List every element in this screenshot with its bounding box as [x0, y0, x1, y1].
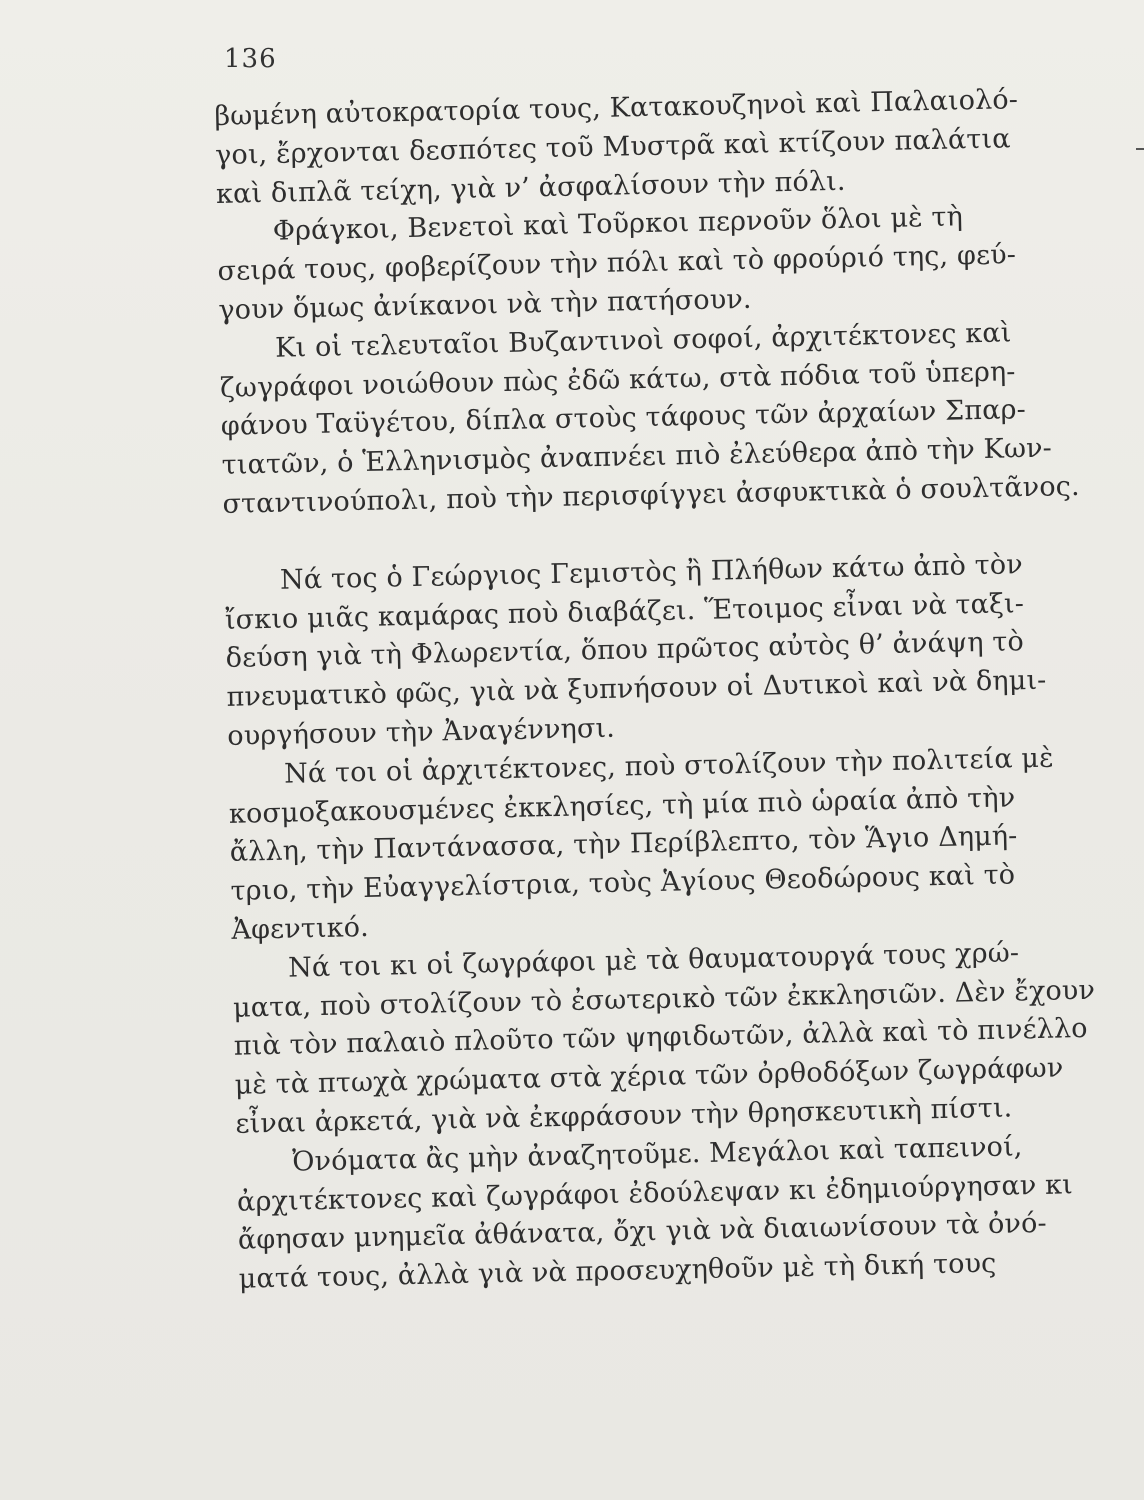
text-line: καὶ διπλᾶ τείχη, γιὰ ν’ ἀσφαλίσουν τὴν πόλι.	[215, 165, 846, 210]
text-line: ζωγράφοι νοιώθουν πὼς ἐδῶ κάτω, στὰ πόδια τοῦ ὑπερη-	[219, 355, 1016, 404]
text-line: γοι, ἔρχονται δεσπότες τοῦ Μυστρᾶ καὶ κτίζουν παλάτια	[214, 123, 1011, 171]
text-line: σταντινούπολι, ποὺ τὴν περισφίγγει ἀσφυκτικὰ ὁ σουλτᾶνος.	[222, 470, 1081, 520]
text-line: τιατῶν, ὁ Ἑλληνισμὸς ἀναπνέει πιὸ ἐλεύθερα ἀπὸ τὴν Κων-	[221, 432, 1053, 482]
text-line: ἄλλη, τὴν Παντάνασσα, τὴν Περίβλεπτο, τὸν Ἅγιο Δημή-	[229, 820, 1018, 869]
page-number: 136	[224, 44, 277, 74]
text-line: ματα, ποὺ στολίζουν τὸ ἐσωτερικὸ τῶν ἐκκλησιῶν. Δὲν ἔχουν	[232, 974, 1096, 1024]
edge-mark	[1136, 148, 1144, 150]
text-line: Νά τοι κι οἱ ζωγράφοι μὲ τὰ θαυματουργά τους χρώ-	[287, 937, 1020, 984]
text-line: σειρά τους, φοβερίζουν τὴν πόλι καὶ τὸ φρούριό της, φεύ-	[217, 239, 1017, 288]
text-line: πνευματικὸ φῶς, γιὰ νὰ ξυπνήσουν οἱ Δυτικοὶ καὶ νὰ δημι-	[226, 664, 1047, 714]
text-line: Ὀνόματα ἂς μὴν ἀναζητοῦμε. Μεγάλοι καὶ ταπεινοί,	[291, 1131, 1023, 1178]
body-text	[214, 80, 1096, 1299]
text-line: πιὰ τὸν παλαιὸ πλοῦτο τῶν ψηφιδωτῶν, ἀλλὰ καὶ τὸ πινέλλο	[233, 1013, 1088, 1063]
text-line: γουν ὅμως ἀνίκανοι νὰ τὴν πατήσουν.	[218, 283, 752, 326]
text-line: ουργήσουν τὴν Ἀναγέννησι.	[227, 712, 616, 752]
text-line: μὲ τὰ πτωχὰ χρώματα στὰ χέρια τῶν ὀρθοδόξων ζωγράφων	[234, 1052, 1064, 1101]
text-line: ἀρχιτέκτονες καὶ ζωγράφοι ἐδούλεψαν κι ἐδημιούργησαν κι	[236, 1168, 1074, 1218]
text-line: κοσμοξακουσμένες ἐκκλησίες, τὴ μία πιὸ ὡραία ἀπὸ τὴν	[228, 781, 1016, 830]
text-line: εἶναι ἀρκετά, γιὰ νὰ ἐκφράσουν τὴν θρησκευτικὴ πίστι.	[235, 1092, 1013, 1140]
text-line: τριο, τὴν Εὐαγγελίστρια, τοὺς Ἁγίους Θεοδώρους καὶ τὸ	[230, 859, 1016, 907]
text-line: Κι οἱ τελευταῖοι Βυζαντινοὶ σοφοί, ἀρχιτέκτονες καὶ	[274, 317, 1012, 364]
text-line: ἄφησαν μνημεῖα ἀθάνατα, ὄχι γιὰ νὰ διαιωνίσουν τὰ ὀνό-	[237, 1208, 1048, 1257]
text-line: ματά τους, ἀλλὰ γιὰ νὰ προσευχηθοῦν μὲ τὴ δική τους	[238, 1247, 997, 1295]
text-line: βωμένη αὐτοκρατορία τους, Κατακουζηνοὶ καὶ Παλαιολό-	[214, 84, 1019, 132]
text-line: φάνου Ταϋγέτου, δίπλα στοὺς τάφους τῶν ἀρχαίων Σπαρ-	[220, 394, 1027, 443]
text-line: ἴσκιο μιᾶς καμάρας ποὺ διαβάζει. Ἕτοιμος εἶναι νὰ ταξι-	[224, 587, 1025, 636]
text-line: δεύση γιὰ τὴ Φλωρεντία, ὅπου πρῶτος αὐτὸς θ’ ἀνάψη τὸ	[225, 626, 1025, 675]
text-line: Ἀφεντικό.	[231, 911, 370, 946]
text-line: Φράγκοι, Βενετοὶ καὶ Τοῦρκοι περνοῦν ὅλοι μὲ τὴ	[272, 201, 964, 248]
text-line: Νά τοι οἱ ἀρχιτέκτονες, ποὺ στολίζουν τὴν πολιτεία μὲ	[283, 742, 1055, 790]
text-line: Νά τος ὁ Γεώργιος Γεμιστὸς ἢ Πλήθων κάτω ἀπὸ τὸν	[279, 548, 1024, 596]
